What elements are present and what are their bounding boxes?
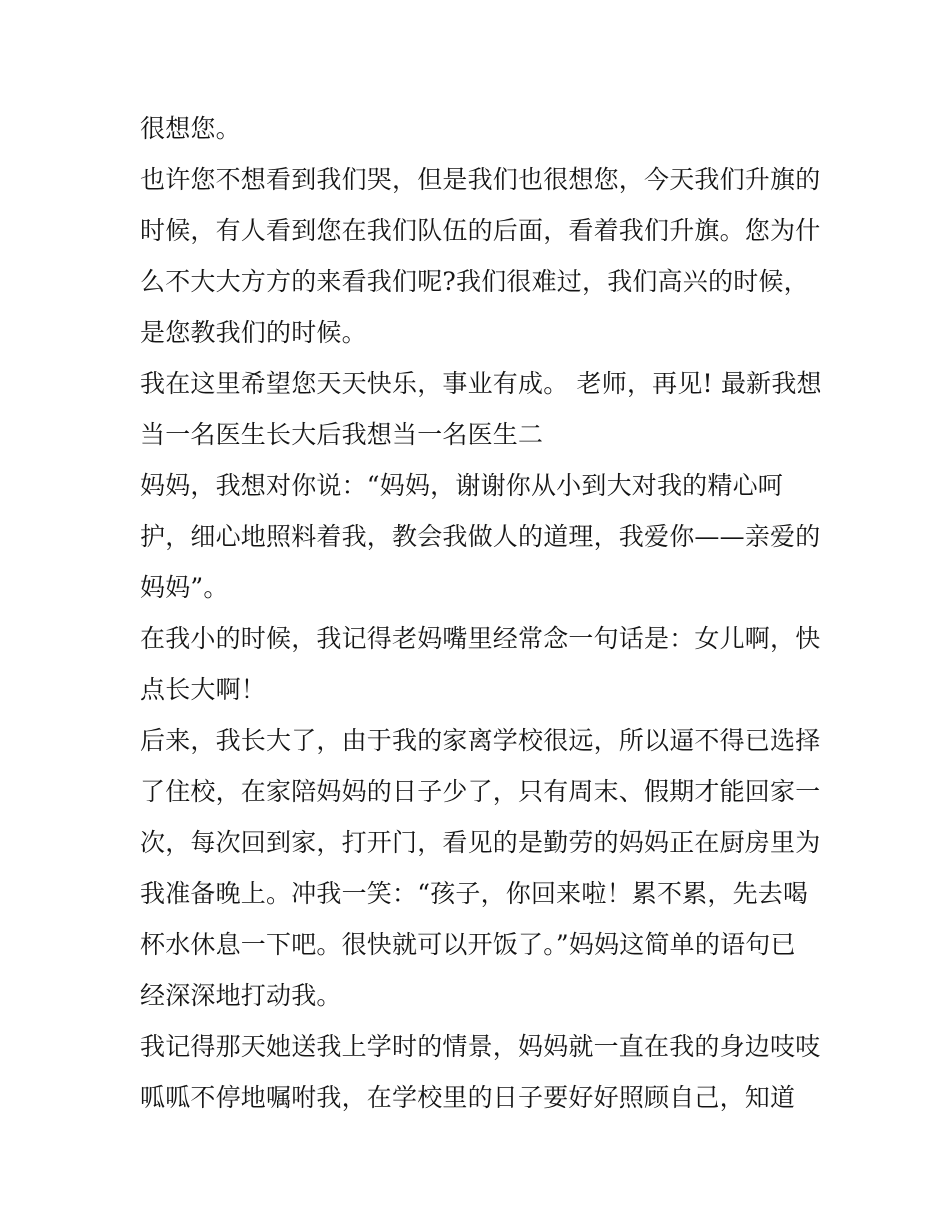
text-line: 也许您不想看到我们哭，但是我们也很想您，今天我们升旗的 <box>140 165 821 194</box>
text-line: 很想您。 <box>140 114 241 143</box>
text-line: 我在这里希望您天天快乐，事业有成。 老师，再见! 最新我想 <box>140 369 822 398</box>
text-line: 在我小的时候，我记得老妈嘴里经常念一句话是：女儿啊，快 <box>140 624 821 653</box>
text-line: 呱呱不停地嘱咐我，在学校里的日子要好好照顾自己，知道 <box>140 1083 796 1112</box>
text-line: 护，细心地照料着我，教会我做人的道理，我爱你——亲爱的 <box>140 522 821 551</box>
text-line: 点长大啊！ <box>140 675 267 704</box>
text-line: 我记得那天她送我上学时的情景，妈妈就一直在我的身边吱吱 <box>140 1032 821 1061</box>
text-line: 是您教我们的时候。 <box>140 318 367 347</box>
text-line: 杯水休息一下吧。很快就可以开饭了。”妈妈这简单的语句已 <box>140 930 796 959</box>
text-line: 了住校，在家陪妈妈的日子少了，只有周末、假期才能回家一 <box>140 777 821 806</box>
text-line: 我准备晚上。冲我一笑：“孩子，你回来啦！累不累，先去喝 <box>140 879 809 908</box>
text-line: 经深深地打动我。 <box>140 981 342 1010</box>
text-line: 次，每次回到家，打开门，看见的是勤劳的妈妈正在厨房里为 <box>140 828 821 857</box>
body-text <box>140 108 822 1128</box>
text-line: 么不大大方方的来看我们呢?我们很难过，我们高兴的时候， <box>140 267 809 296</box>
text-line: 妈妈”。 <box>140 573 229 602</box>
text-line: 当一名医生长大后我想当一名医生二 <box>140 420 544 449</box>
text-line: 妈妈，我想对你说：“妈妈，谢谢你从小到大对我的精心呵 <box>140 471 783 500</box>
text-line: 时候，有人看到您在我们队伍的后面，看着我们升旗。您为什 <box>140 216 821 245</box>
text-line: 后来，我长大了，由于我的家离学校很远，所以逼不得已选择 <box>140 726 821 755</box>
